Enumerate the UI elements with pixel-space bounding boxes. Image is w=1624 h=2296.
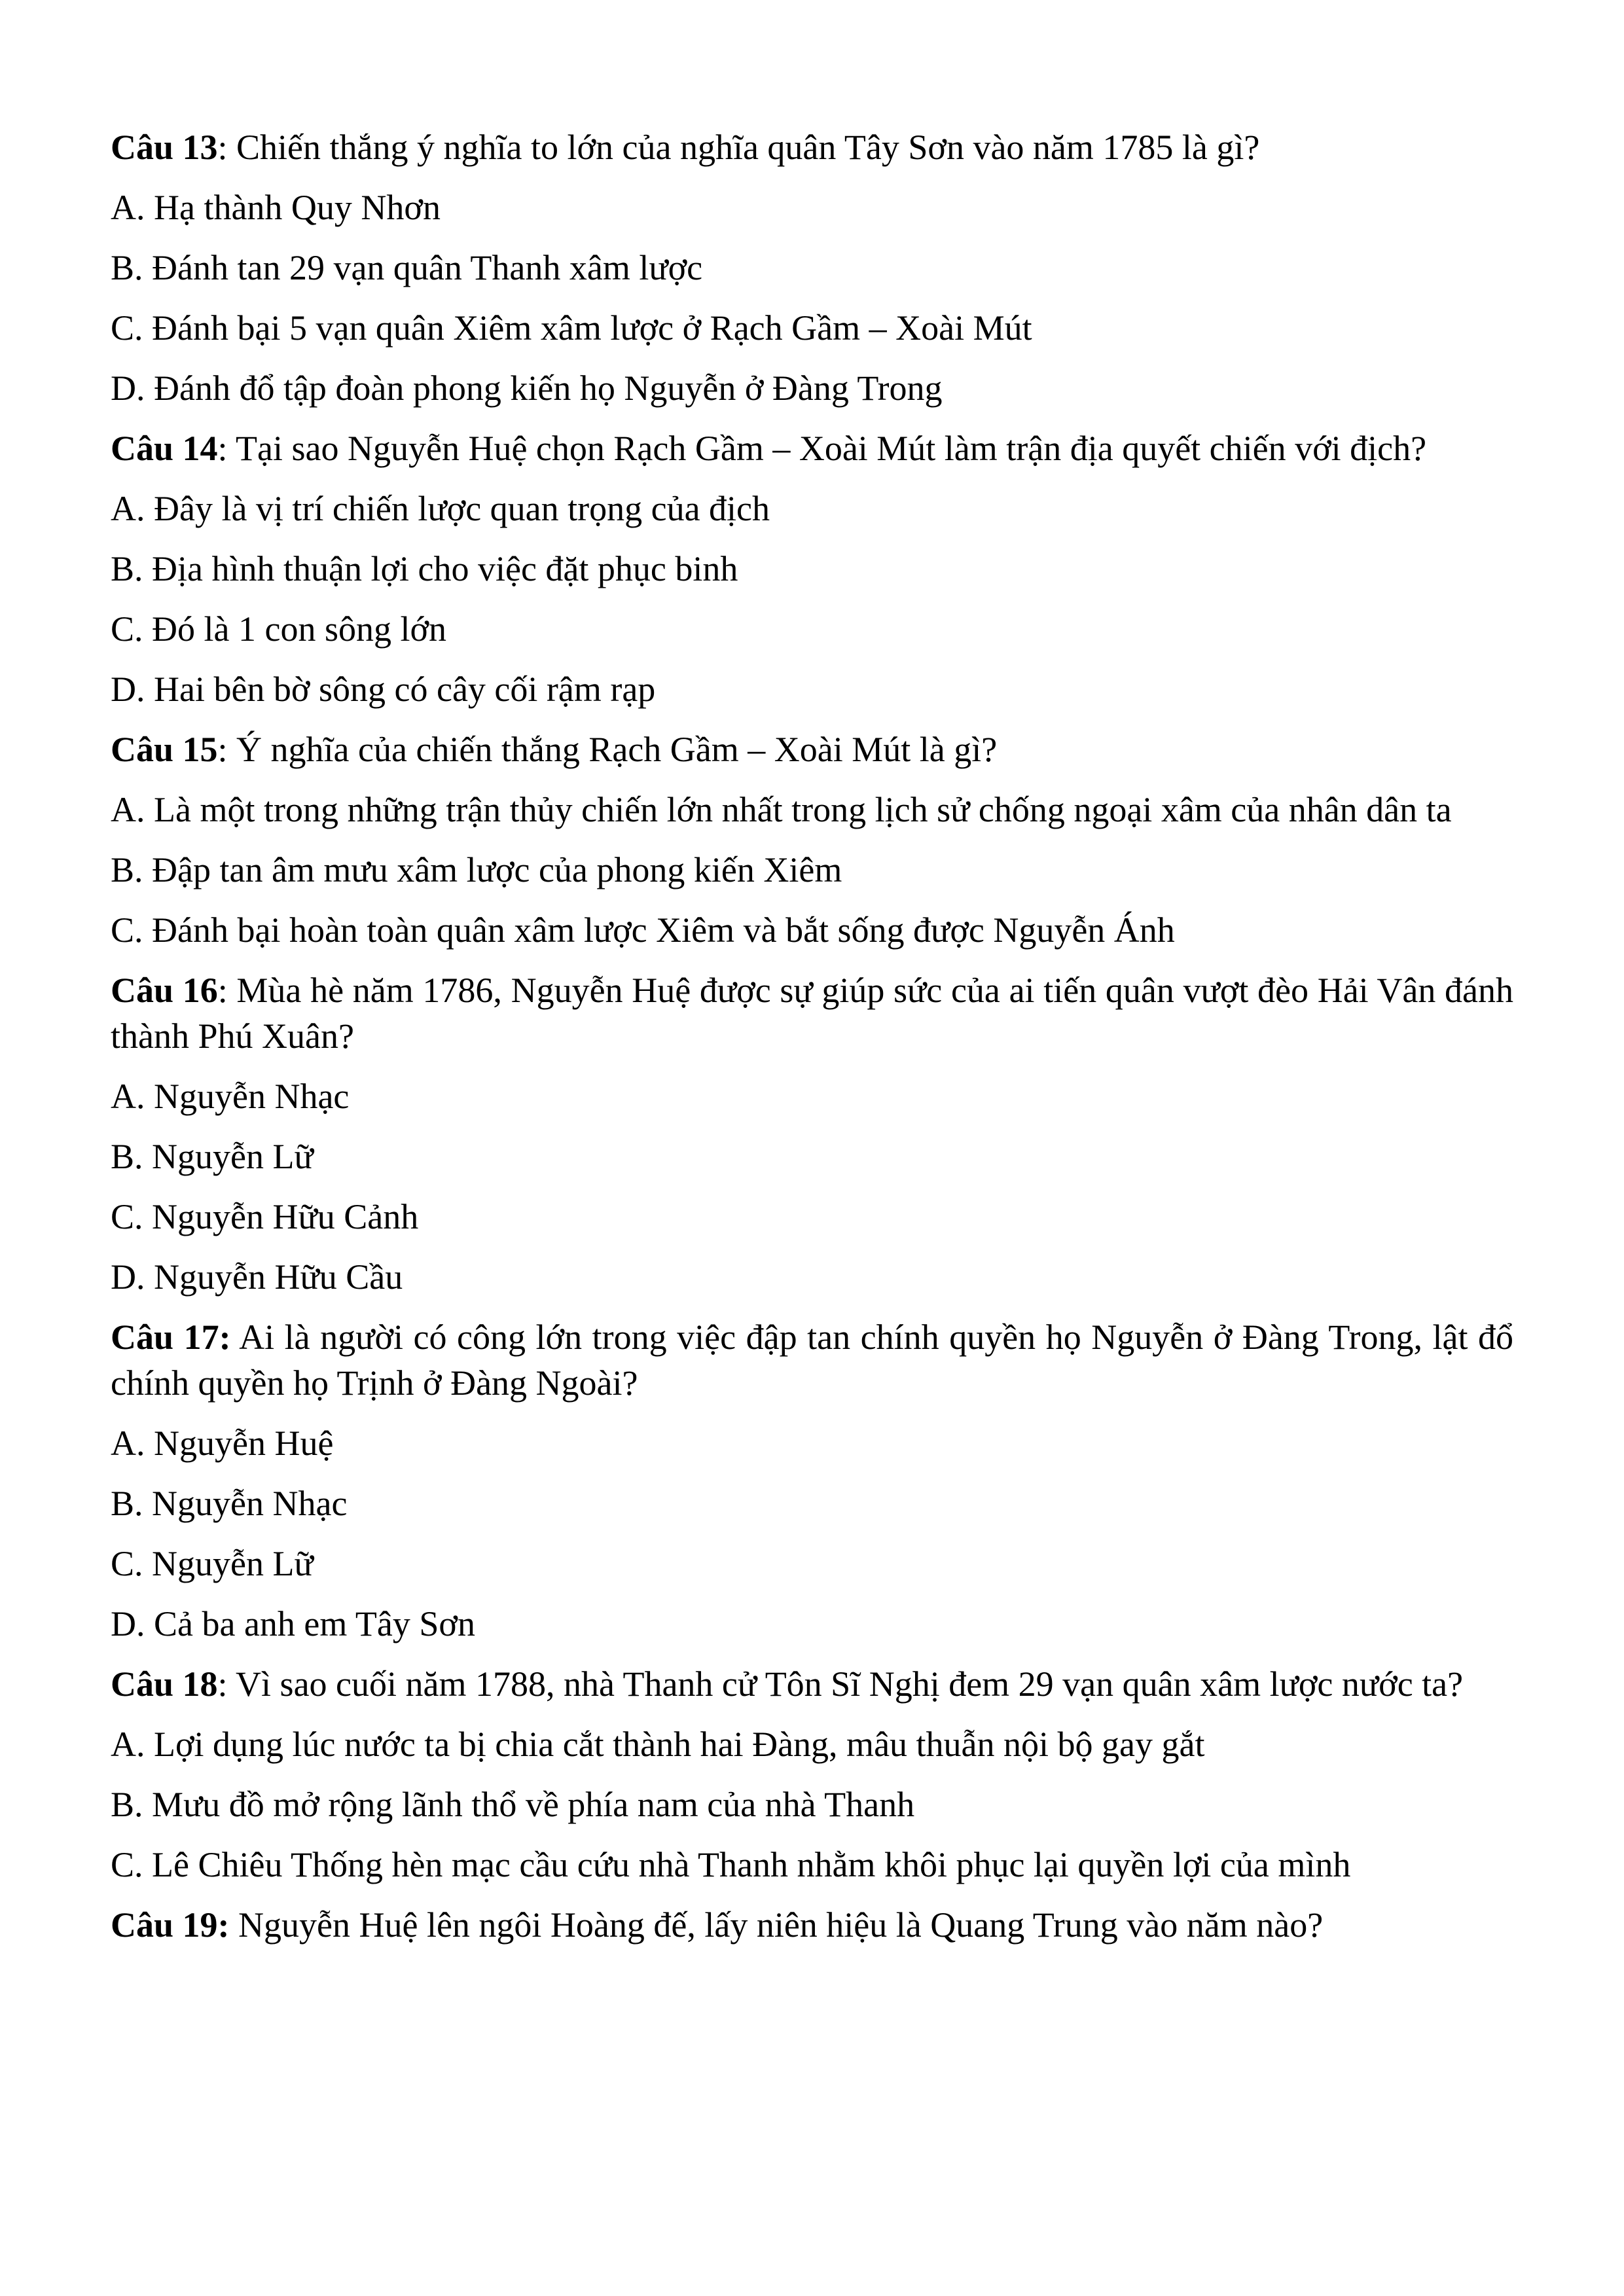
- question: [111, 1314, 1513, 1406]
- answer-option: D. Hai bên bờ sông có cây cối rậm rạp: [111, 670, 656, 709]
- question-label: Câu 15: [111, 730, 218, 769]
- question-text: : Vì sao cuối năm 1788, nhà Thanh cử Tôn Sĩ Nghị đem 29 vạn quân xâm lược nước ta?: [217, 1664, 1464, 1704]
- question-text: : Tại sao Nguyễn Huệ chọn Rạch Gầm – Xoài Mút làm trận địa quyết chiến với địch?: [217, 429, 1427, 468]
- answer-option: C. Lê Chiêu Thống hèn mạc cầu cứu nhà Thanh nhằm khôi phục lại quyền lợi của mình: [111, 1845, 1351, 1884]
- question-text: : Mùa hè năm 1786, Nguyễn Huệ được sự giúp sức của ai tiến quân vượt đèo Hải Vân đánh thành Phú Xuân?: [111, 971, 1513, 1056]
- question-text: Nguyễn Huệ lên ngôi Hoàng đế, lấy niên hiệu là Quang Trung vào năm nào?: [229, 1905, 1324, 1945]
- question-label: Câu 19:: [111, 1905, 230, 1945]
- answer-option: B. Mưu đồ mở rộng lãnh thổ về phía nam của nhà Thanh: [111, 1785, 915, 1824]
- answer-option: A. Là một trong những trận thủy chiến lớn nhất trong lịch sử chống ngoại xâm của nhân dân ta: [111, 790, 1452, 829]
- answer-option: C. Nguyễn Hữu Cảnh: [111, 1197, 419, 1236]
- answer-option: B. Địa hình thuận lợi cho việc đặt phục binh: [111, 549, 738, 588]
- question-label: Câu 16: [111, 971, 218, 1010]
- question-label: Câu 18: [111, 1664, 218, 1704]
- question-label: Câu 17:: [111, 1318, 231, 1357]
- answer-option: C. Nguyễn Lữ: [111, 1544, 314, 1583]
- answer-option: C. Đó là 1 con sông lớn: [111, 609, 447, 649]
- answer-option: C. Đánh bại hoàn toàn quân xâm lược Xiêm và bắt sống được Nguyễn Ánh: [111, 910, 1175, 950]
- answer-option: B. Nguyễn Nhạc: [111, 1484, 348, 1523]
- answer-option: A. Đây là vị trí chiến lược quan trọng của địch: [111, 489, 770, 528]
- answer-option: A. Lợi dụng lúc nước ta bị chia cắt thành hai Đàng, mâu thuẫn nội bộ gay gắt: [111, 1725, 1205, 1764]
- question: [111, 726, 1513, 772]
- question-label: Câu 14: [111, 429, 218, 468]
- answer-option: D. Cả ba anh em Tây Sơn: [111, 1604, 475, 1643]
- answer-option: C. Đánh bại 5 vạn quân Xiêm xâm lược ở Rạch Gầm – Xoài Mút: [111, 308, 1032, 348]
- question-text: : Chiến thắng ý nghĩa to lớn của nghĩa quân Tây Sơn vào năm 1785 là gì?: [217, 128, 1260, 167]
- answer-option: A. Nguyễn Huệ: [111, 1424, 334, 1463]
- question-text: : Ý nghĩa của chiến thắng Rạch Gầm – Xoài Mút là gì?: [217, 730, 998, 769]
- question-label: Câu 13: [111, 128, 218, 167]
- document-page: [111, 124, 1513, 1962]
- question: [111, 425, 1513, 471]
- answer-option: A. Hạ thành Quy Nhơn: [111, 188, 441, 227]
- question: [111, 967, 1513, 1059]
- answer-option: D. Nguyễn Hữu Cầu: [111, 1257, 403, 1297]
- answer-option: A. Nguyễn Nhạc: [111, 1077, 350, 1116]
- answer-option: B. Nguyễn Lữ: [111, 1137, 314, 1176]
- answer-option: B. Đập tan âm mưu xâm lược của phong kiến Xiêm: [111, 850, 842, 889]
- answer-option: B. Đánh tan 29 vạn quân Thanh xâm lược: [111, 248, 703, 287]
- question: [111, 124, 1513, 170]
- question: [111, 1661, 1513, 1707]
- answer-option: D. Đánh đổ tập đoàn phong kiến họ Nguyễn ở Đàng Trong: [111, 368, 943, 408]
- question-text: Ai là người có công lớn trong việc đập tan chính quyền họ Nguyễn ở Đàng Trong, lật đổ chính quyền họ Trịnh ở Đàng Ngoài?: [111, 1318, 1513, 1403]
- question: [111, 1902, 1513, 1948]
